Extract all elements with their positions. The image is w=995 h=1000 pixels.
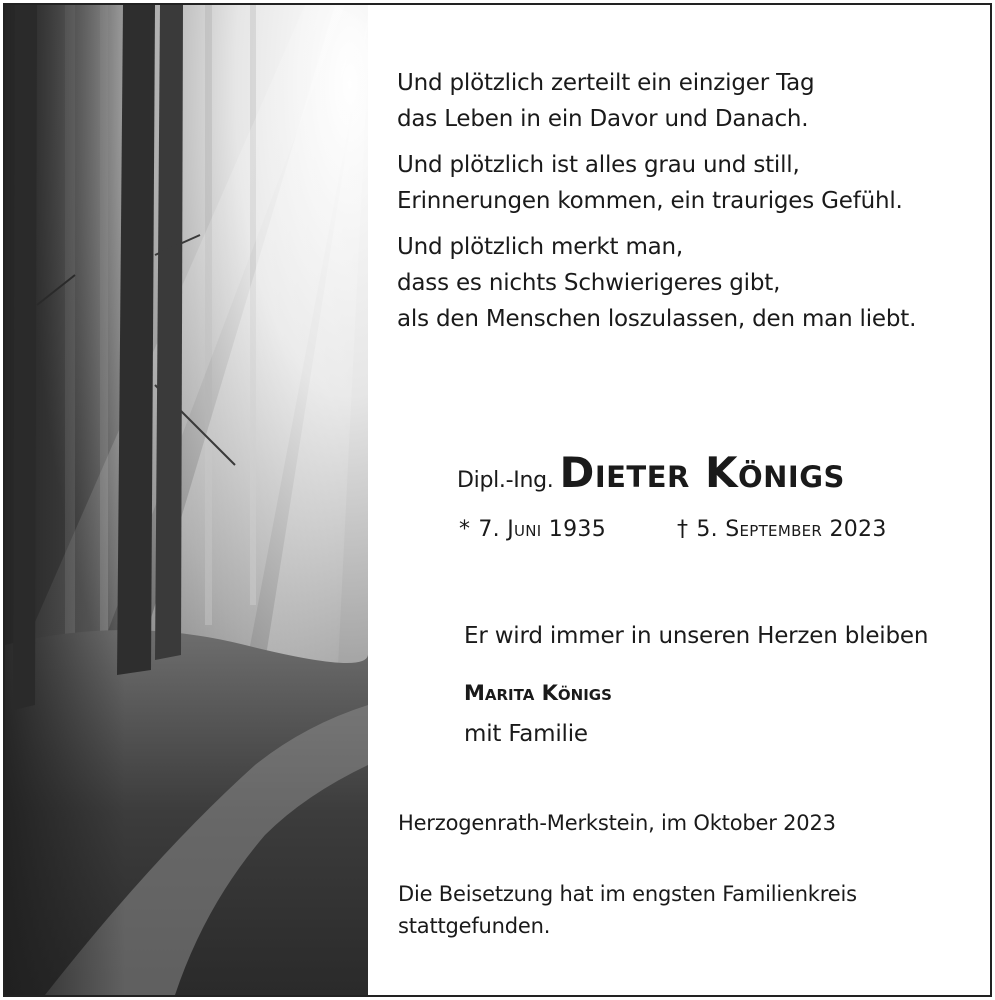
signer-name: Marita Königs bbox=[464, 681, 612, 705]
poem-stanza bbox=[397, 229, 992, 337]
academic-title: Dipl.-Ing. bbox=[457, 468, 554, 493]
poem bbox=[397, 65, 992, 347]
poem-stanza bbox=[397, 147, 992, 219]
obituary-card bbox=[3, 3, 992, 997]
poem-line: Und plötzlich merkt man, bbox=[397, 234, 684, 260]
poem-line: das Leben in ein Davor und Danach. bbox=[397, 106, 809, 132]
birth-date-group bbox=[459, 517, 606, 542]
burial-note bbox=[398, 878, 958, 942]
death-date: 5. September 2023 bbox=[696, 517, 887, 542]
deceased-name: Dieter Königs bbox=[559, 448, 845, 497]
poem-line: als den Menschen loszulassen, den man liebt. bbox=[397, 306, 917, 332]
poem-line: dass es nichts Schwierigeres gibt, bbox=[397, 270, 781, 296]
burial-note-line: stattgefunden. bbox=[398, 914, 551, 938]
death-date-group bbox=[677, 517, 887, 542]
life-dates bbox=[459, 517, 929, 549]
poem-line: Und plötzlich ist alles grau und still, bbox=[397, 152, 800, 178]
signer-addition: mit Familie bbox=[464, 721, 588, 747]
death-cross-icon: † bbox=[677, 517, 689, 542]
remembrance-text: Er wird immer in unseren Herzen bleiben bbox=[464, 623, 929, 649]
place-and-date: Herzogenrath-Merkstein, im Oktober 2023 bbox=[398, 811, 836, 835]
birth-date: 7. Juni 1935 bbox=[478, 517, 606, 542]
deceased-name-block bbox=[457, 448, 992, 497]
forest-sunrays-image bbox=[5, 5, 368, 995]
burial-note-line: Die Beisetzung hat im engsten Familienkreis bbox=[398, 882, 857, 906]
poem-stanza bbox=[397, 65, 992, 137]
poem-line: Erinnerungen kommen, ein trauriges Gefühl. bbox=[397, 188, 903, 214]
birth-star-icon: * bbox=[459, 517, 471, 542]
poem-line: Und plötzlich zerteilt ein einziger Tag bbox=[397, 70, 815, 96]
obituary-text bbox=[368, 5, 990, 995]
